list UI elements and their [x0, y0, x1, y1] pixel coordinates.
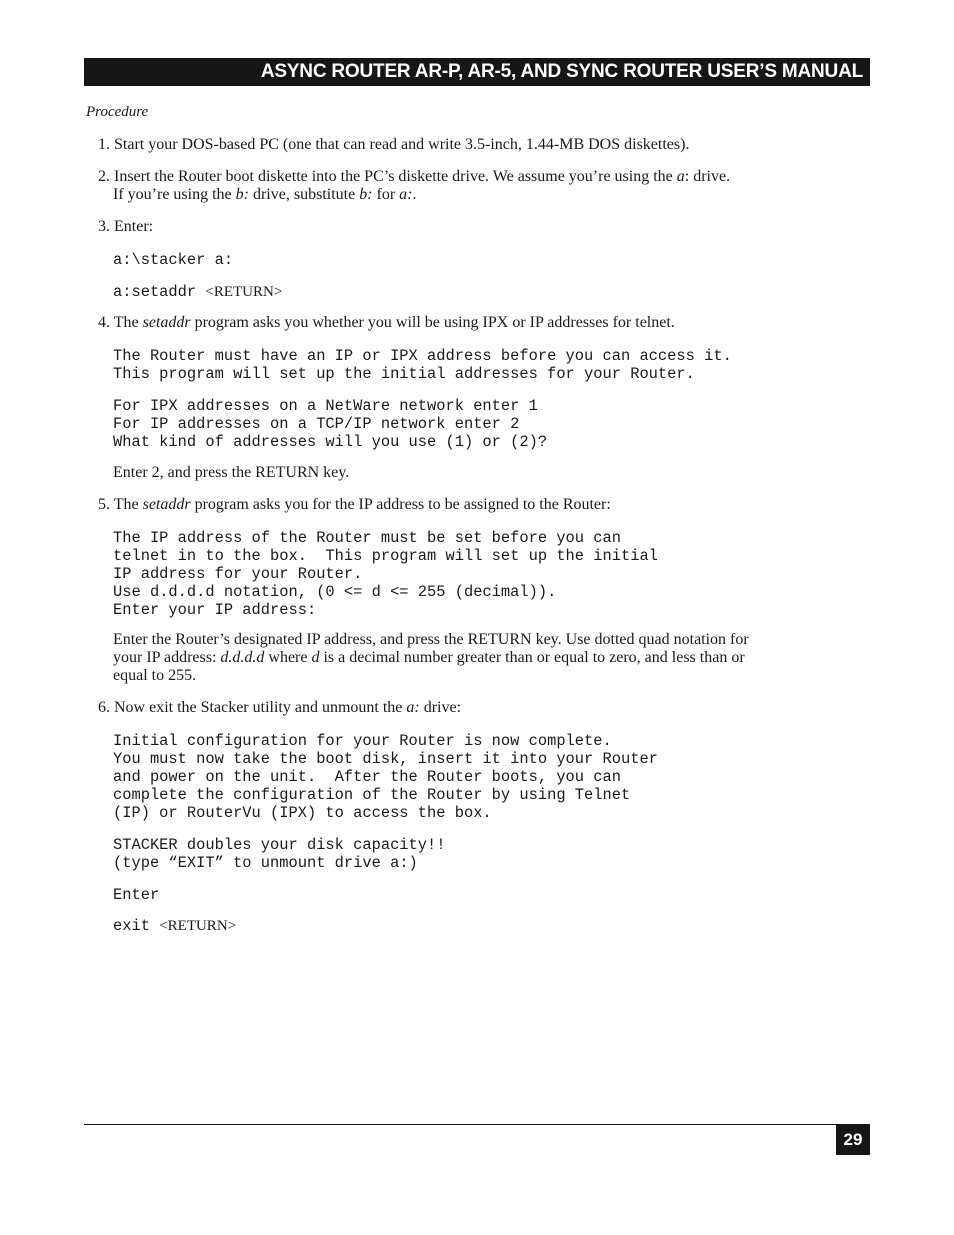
step-5-text [98, 496, 611, 514]
stacker-command: a:\stacker a: [113, 251, 234, 269]
step-6-text [98, 699, 461, 717]
drive-letter: a [676, 168, 685, 185]
step-6-text-part: drive: [419, 699, 462, 716]
setaddr-command [113, 283, 282, 301]
drive-letter: b: [359, 186, 373, 203]
screen-output-address-type: For IPX addresses on a NetWare network enter 1 For IP addresses on a TCP/IP network enter 2 What kind of addresses will you use (1) or (2)? [113, 397, 548, 451]
step-2-text: 2. Insert the Router boot diskette into the PC’s diskette drive. We assume you’re using the [98, 168, 677, 185]
step-2-text: : drive. [684, 168, 731, 185]
enter-label: Enter [113, 886, 160, 904]
screen-output-intro: The Router must have an IP or IPX address before you can access it. This program will set up the initial addresses for your Router. [113, 347, 732, 383]
instruction-text: your IP address: [113, 649, 221, 666]
step-2-line-1 [98, 168, 730, 186]
step-5-instruction-line-2 [113, 649, 745, 667]
footer-rule [84, 1124, 870, 1125]
notation-example: d.d.d.d [220, 649, 265, 666]
step-2-text: If you’re using the [113, 186, 236, 203]
exit-command [113, 917, 236, 935]
screen-output-complete: Initial configuration for your Router is now complete. You must now take the boot disk, insert it into your Router and power on the unit. After the Router boots, you can complete the configuration of the Router by using Telnet (IP) or RouterVu (IPX) to access the box. [113, 732, 658, 822]
program-name: setaddr [142, 496, 191, 513]
step-4-text-part: 4. The [98, 314, 143, 331]
program-name: setaddr [142, 314, 191, 331]
running-header: ASYNC ROUTER AR-P, AR-5, AND SYNC ROUTER USER’S MANUAL [84, 58, 870, 86]
step-2-line-2 [113, 186, 417, 204]
step-4-text [98, 314, 675, 332]
step-4-instruction: Enter 2, and press the RETURN key. [113, 464, 350, 481]
step-5-text-part: 5. The [98, 496, 143, 513]
return-key-label: <RETURN> [159, 918, 237, 934]
command-text: exit [113, 917, 160, 935]
step-3-label: 3. Enter: [98, 218, 154, 235]
step-6-text-part: 6. Now exit the Stacker utility and unmount the [98, 699, 407, 716]
step-5-instruction-line-3: equal to 255. [113, 667, 197, 684]
instruction-text: is a decimal number greater than or equal to zero, and less than or [319, 649, 745, 666]
step-2-text: . [412, 186, 417, 203]
drive-letter: b: [235, 186, 249, 203]
step-5-text-part: program asks you for the IP address to be assigned to the Router: [190, 496, 611, 513]
screen-output-ip-prompt: The IP address of the Router must be set before you can telnet in to the box. This program will set up the initial IP address for your Router. Use d.d.d.d notation, (0 <= d <= 255 (decimal)). Enter your IP address: [113, 529, 658, 619]
screen-output-stacker: STACKER doubles your disk capacity!! (type “EXIT” to unmount drive a:) [113, 836, 446, 872]
step-4-text-part: program asks you whether you will be using IPX or IP addresses for telnet. [190, 314, 675, 331]
command-text: a:setaddr [113, 283, 206, 301]
section-heading: Procedure [86, 104, 149, 120]
step-2-text: for [372, 186, 400, 203]
drive-letter: a: [406, 699, 420, 716]
instruction-text: where [264, 649, 312, 666]
page-number: 29 [836, 1124, 870, 1155]
step-1: 1. Start your DOS-based PC (one that can read and write 3.5-inch, 1.44-MB DOS diskettes). [98, 136, 690, 153]
return-key-label: <RETURN> [205, 284, 283, 300]
drive-letter: a: [399, 186, 413, 203]
step-2-text: drive, substitute [248, 186, 360, 203]
notation-variable: d [311, 649, 320, 666]
step-5-instruction-line-1: Enter the Router’s designated IP address, and press the RETURN key. Use dotted quad notation for [113, 631, 749, 648]
